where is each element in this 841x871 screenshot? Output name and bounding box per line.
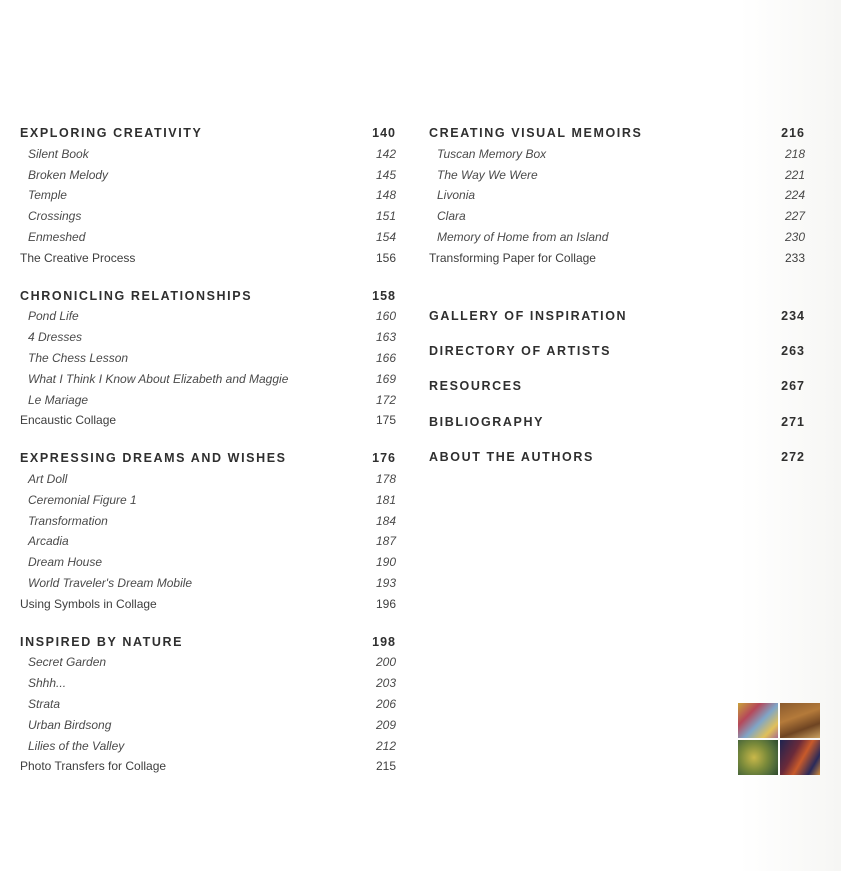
toc-entry bbox=[20, 552, 396, 573]
entry-title: The Way We Were bbox=[437, 167, 538, 182]
toc-entry bbox=[20, 573, 396, 594]
toc-left-column bbox=[20, 123, 396, 794]
toc-section bbox=[20, 286, 396, 432]
section-page-number: 216 bbox=[781, 126, 805, 140]
toc-entry bbox=[20, 531, 396, 552]
section-page-number: 271 bbox=[781, 414, 805, 429]
section-title: RESOURCES bbox=[429, 379, 523, 394]
technique-page-number: 215 bbox=[375, 759, 396, 774]
entry-page-number: 224 bbox=[784, 188, 805, 203]
entry-page-number: 187 bbox=[375, 534, 396, 549]
toc-entry bbox=[429, 206, 805, 227]
entry-page-number: 181 bbox=[375, 492, 396, 507]
technique-entry bbox=[20, 756, 396, 777]
entry-page-number: 169 bbox=[375, 371, 396, 386]
technique-page-number: 233 bbox=[784, 250, 805, 265]
technique-entry bbox=[20, 410, 396, 431]
collage-thumbnail-4 bbox=[780, 740, 820, 775]
entry-title: Art Doll bbox=[28, 471, 68, 486]
entry-title: Secret Garden bbox=[28, 655, 107, 670]
toc-entry bbox=[20, 469, 396, 490]
entry-title: Lilies of the Valley bbox=[28, 738, 125, 753]
section-title: DIRECTORY OF ARTISTS bbox=[429, 343, 612, 358]
toc-section bbox=[429, 123, 805, 269]
entry-page-number: 206 bbox=[375, 696, 396, 711]
toc-entry bbox=[429, 144, 805, 165]
section-title: GALLERY OF INSPIRATION bbox=[429, 308, 628, 323]
entry-title: Dream House bbox=[28, 555, 103, 570]
entry-page-number: 203 bbox=[375, 676, 396, 691]
toc-entry bbox=[20, 306, 396, 327]
entry-title: Clara bbox=[437, 209, 466, 224]
technique-title: Encaustic Collage bbox=[20, 413, 117, 428]
section-title: BIBLIOGRAPHY bbox=[429, 414, 545, 429]
section-page-number: 234 bbox=[781, 308, 805, 323]
toc-entry bbox=[20, 206, 396, 227]
toc-entry bbox=[20, 694, 396, 715]
toc-entry bbox=[20, 327, 396, 348]
toc-entry bbox=[20, 369, 396, 390]
entry-title: Pond Life bbox=[28, 309, 79, 324]
section-page-number: 198 bbox=[372, 634, 396, 649]
entry-page-number: 221 bbox=[784, 167, 805, 182]
technique-entry bbox=[429, 248, 805, 269]
section-heading bbox=[429, 123, 805, 144]
entry-page-number: 230 bbox=[784, 229, 805, 244]
toc-section bbox=[20, 448, 396, 614]
section-title: ABOUT THE AUTHORS bbox=[429, 450, 594, 465]
section-page-number: 140 bbox=[372, 126, 396, 140]
entry-page-number: 145 bbox=[375, 167, 396, 182]
toc-entry bbox=[20, 490, 396, 511]
toc-section bbox=[20, 123, 396, 269]
back-matter-heading bbox=[429, 334, 805, 369]
section-title: CHRONICLING RELATIONSHIPS bbox=[20, 288, 253, 303]
entry-page-number: 142 bbox=[375, 146, 396, 161]
entry-title: Tuscan Memory Box bbox=[437, 146, 547, 161]
section-heading bbox=[20, 448, 396, 469]
section-heading bbox=[20, 123, 396, 144]
entry-page-number: 160 bbox=[375, 309, 396, 324]
entry-title: Temple bbox=[28, 188, 67, 203]
back-matter-heading bbox=[429, 405, 805, 440]
technique-page-number: 175 bbox=[375, 413, 396, 428]
toc-section bbox=[20, 632, 396, 778]
toc-entry bbox=[20, 673, 396, 694]
entry-title: Strata bbox=[28, 696, 61, 711]
technique-entry bbox=[20, 248, 396, 269]
section-page-number: 263 bbox=[781, 343, 805, 358]
entry-title: 4 Dresses bbox=[28, 330, 83, 345]
entry-page-number: 172 bbox=[375, 392, 396, 407]
technique-entry bbox=[20, 594, 396, 615]
back-matter-heading bbox=[429, 369, 805, 404]
technique-title: The Creative Process bbox=[20, 250, 136, 265]
entry-page-number: 178 bbox=[375, 471, 396, 486]
section-title: INSPIRED BY NATURE bbox=[20, 634, 184, 649]
entry-title: Enmeshed bbox=[28, 229, 86, 244]
entry-title: World Traveler's Dream Mobile bbox=[28, 575, 193, 590]
collage-thumbnail-2 bbox=[780, 703, 820, 738]
entry-page-number: 166 bbox=[375, 350, 396, 365]
entry-title: The Chess Lesson bbox=[28, 350, 129, 365]
entry-title: Transformation bbox=[28, 513, 108, 528]
section-title: EXPRESSING DREAMS AND WISHES bbox=[20, 451, 287, 466]
section-title: CREATING VISUAL MEMOIRS bbox=[429, 126, 643, 140]
back-matter-list bbox=[429, 299, 805, 476]
toc-entry bbox=[20, 390, 396, 411]
section-page-number: 158 bbox=[372, 288, 396, 303]
section-heading bbox=[20, 286, 396, 307]
section-page-number: 176 bbox=[372, 451, 396, 466]
section-page-number: 272 bbox=[781, 450, 805, 465]
entry-title: Arcadia bbox=[28, 534, 69, 549]
toc-entry bbox=[429, 185, 805, 206]
toc-entry bbox=[20, 715, 396, 736]
technique-title: Using Symbols in Collage bbox=[20, 596, 157, 611]
entry-page-number: 209 bbox=[375, 717, 396, 732]
section-title: EXPLORING CREATIVITY bbox=[20, 126, 203, 140]
entry-page-number: 227 bbox=[784, 209, 805, 224]
toc-entry bbox=[20, 227, 396, 248]
entry-title: Shhh... bbox=[28, 676, 67, 691]
collage-thumbnail-1 bbox=[738, 703, 778, 738]
entry-page-number: 190 bbox=[375, 555, 396, 570]
entry-title: What I Think I Know About Elizabeth and Maggie bbox=[28, 371, 289, 386]
toc-right-column bbox=[429, 123, 805, 476]
toc-entry bbox=[20, 736, 396, 757]
collage-thumbnail-grid bbox=[738, 703, 820, 775]
back-matter-heading bbox=[429, 440, 805, 475]
entry-page-number: 218 bbox=[784, 146, 805, 161]
toc-entry bbox=[20, 348, 396, 369]
entry-title: Broken Melody bbox=[28, 167, 109, 182]
toc-entry bbox=[429, 165, 805, 186]
toc-entry bbox=[20, 185, 396, 206]
entry-page-number: 163 bbox=[375, 330, 396, 345]
collage-thumbnail-3 bbox=[738, 740, 778, 775]
technique-page-number: 196 bbox=[375, 596, 396, 611]
toc-entry bbox=[429, 227, 805, 248]
toc-entry bbox=[20, 144, 396, 165]
technique-title: Transforming Paper for Collage bbox=[429, 250, 596, 265]
back-matter-heading bbox=[429, 299, 805, 334]
technique-page-number: 156 bbox=[375, 250, 396, 265]
entry-title: Silent Book bbox=[28, 146, 89, 161]
entry-page-number: 151 bbox=[375, 209, 396, 224]
entry-page-number: 212 bbox=[375, 738, 396, 753]
entry-title: Memory of Home from an Island bbox=[437, 229, 609, 244]
entry-page-number: 200 bbox=[375, 655, 396, 670]
entry-page-number: 184 bbox=[375, 513, 396, 528]
toc-entry bbox=[20, 511, 396, 532]
toc-entry bbox=[20, 165, 396, 186]
entry-title: Ceremonial Figure 1 bbox=[28, 492, 137, 507]
technique-title: Photo Transfers for Collage bbox=[20, 759, 167, 774]
entry-page-number: 154 bbox=[375, 229, 396, 244]
entry-title: Livonia bbox=[437, 188, 476, 203]
section-heading bbox=[20, 632, 396, 653]
entry-title: Crossings bbox=[28, 209, 82, 224]
entry-title: Urban Birdsong bbox=[28, 717, 112, 732]
entry-page-number: 148 bbox=[375, 188, 396, 203]
section-page-number: 267 bbox=[781, 379, 805, 394]
entry-title: Le Mariage bbox=[28, 392, 89, 407]
entry-page-number: 193 bbox=[375, 575, 396, 590]
toc-entry bbox=[20, 652, 396, 673]
